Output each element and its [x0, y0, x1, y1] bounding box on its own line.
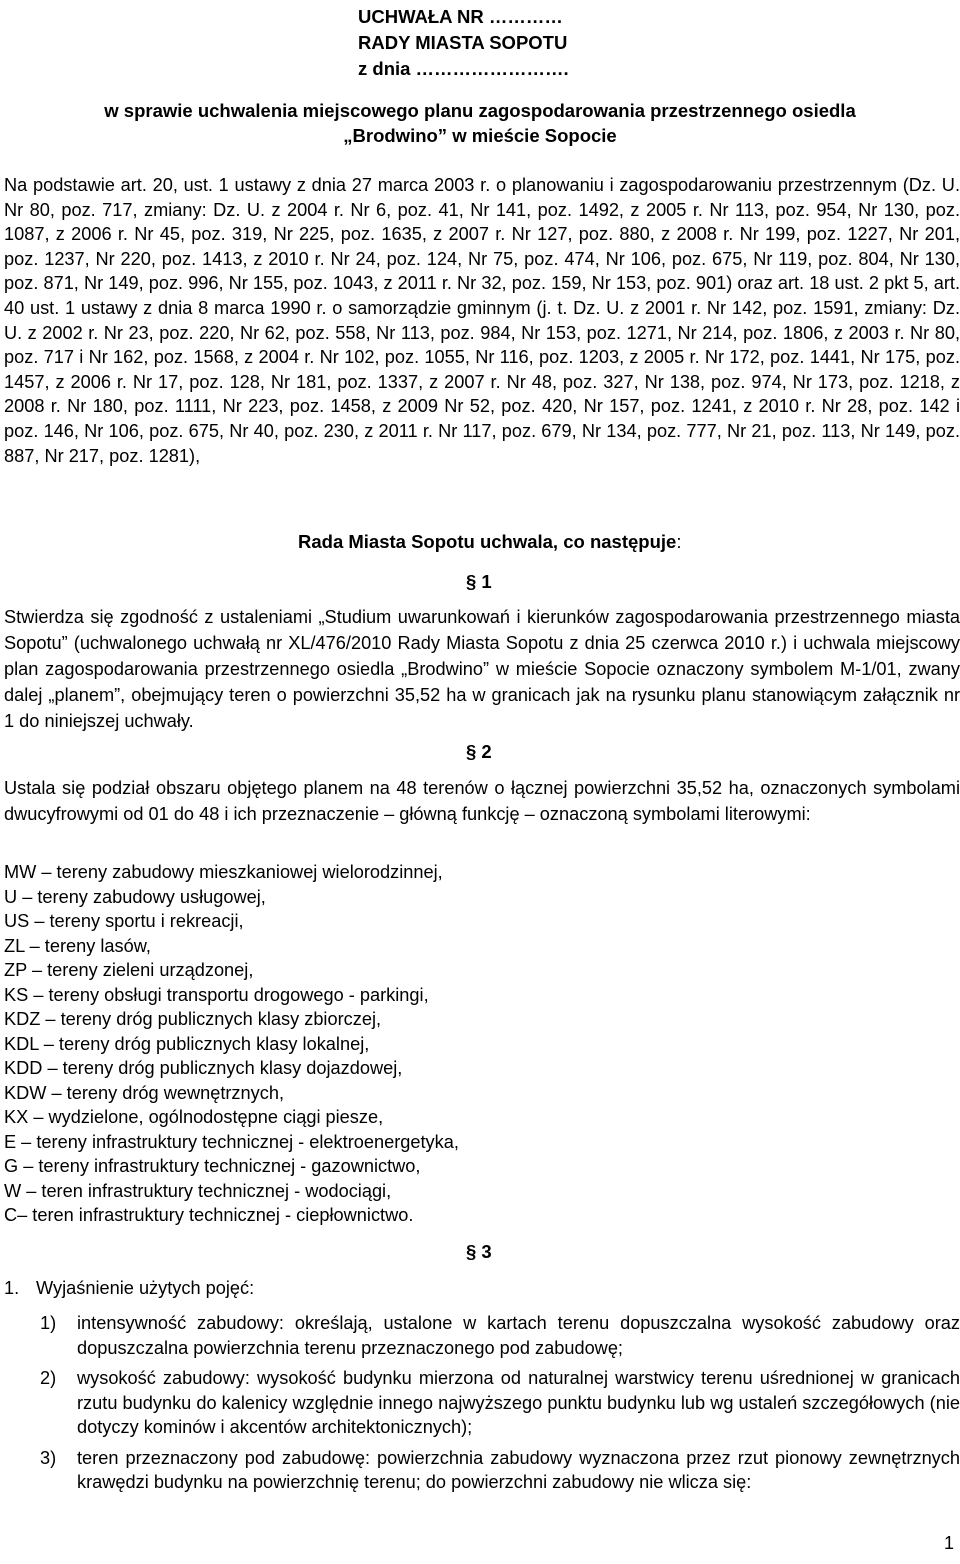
list-item: U – tereny zabudowy usługowej,	[4, 886, 266, 907]
section-2-mark: § 2	[466, 741, 492, 762]
list-item: KS – tereny obsługi transportu drogowego - parkingi,	[4, 984, 429, 1005]
list-item: KDL – tereny dróg publicznych klasy lokalnej,	[4, 1033, 370, 1054]
list-item: KDD – tereny dróg publicznych klasy dojazdowej,	[4, 1058, 403, 1078]
section-1-text: Stwierdza się zgodność z ustaleniami „Studium uwarunkowań i kierunków zagospodarowania przestrzennego miasta Sopotu” (uchwalonego uchwałą nr XL/476/2010 Rady Miasta Sopotu z dnia 25 czerwca 2010 r.) i uchwala miejscowy plan zagospodarowania przestrzennego osiedla „Brodwino” w mieście Sopocie oznaczony symbolem M-1/01, zwany dalej „planem”, obejmujący teren o powierzchni 35,52 ha w granicach jak na rysunku planu stanowiącym załącznik nr 1 do niniejszej uchwały.	[4, 607, 960, 731]
list-item: C– teren infrastruktury technicznej - ciepłownictwo.	[4, 1205, 414, 1225]
definition-item	[40, 1446, 960, 1495]
resolution-subject	[0, 98, 960, 148]
section-1-mark: § 1	[466, 571, 492, 592]
list-item: ZP – tereny zieleni urządzonej,	[4, 960, 254, 980]
subject-line-1: w sprawie uchwalenia miejscowego planu zagospodarowania przestrzennego osiedla	[104, 100, 856, 121]
list-item: US – tereny sportu i rekreacji,	[4, 911, 244, 931]
definitions-heading-number: 1.	[4, 1278, 20, 1298]
list-item: KX – wydzielone, ogólnodostępne ciągi piesze,	[4, 1107, 384, 1127]
land-use-symbols-list	[4, 860, 459, 1228]
definition-text: intensywność zabudowy: określają, ustalone w kartach terenu dopuszczalna wysokość zabudowy oraz dopuszczalna powierzchnia terenu przeznaczonego pod zabudowę;	[77, 1313, 960, 1358]
list-item: E – tereny infrastruktury technicznej - elektroenergetyka,	[4, 1131, 459, 1152]
definition-text: teren przeznaczony pod zabudowę: powierzchnia zabudowy wyznaczona przez rzut pionowy zewnętrznych krawędzi budynku na powierzchnię terenu; do powierzchni zabudowy nie wlicza się:	[77, 1447, 960, 1492]
definitions-list	[40, 1311, 960, 1501]
list-item: MW – tereny zabudowy mieszkaniowej wielorodzinnej,	[4, 862, 443, 882]
resolution-number: UCHWAŁA NR …………	[358, 6, 563, 27]
list-item: W – teren infrastruktury technicznej - wodociągi,	[4, 1180, 392, 1201]
resolution-date: z dnia …………………….	[358, 58, 569, 79]
list-item: G – tereny infrastruktury technicznej - gazownictwo,	[4, 1156, 421, 1176]
council-name: RADY MIASTA SOPOTU	[358, 32, 568, 53]
section-2-text: Ustala się podział obszaru objętego planem na 48 terenów o łącznej powierzchni 35,52 ha, oznaczonych symbolami dwucyfrowymi od 01 do 48 i ich przeznaczenie – główną funkcję – oznaczoną symbolami literowymi:	[4, 778, 960, 824]
definition-text: wysokość zabudowy: wysokość budynku mierzona od naturalnej warstwicy terenu uśrednionej w granicach rzutu budynku do kalenicy względnie innego najwyższego punktu budynku lub wg ustaleń szczegółowych (nie dotyczy kominów i akcentów architektonicznych);	[77, 1368, 960, 1437]
definitions-heading	[4, 1278, 254, 1299]
list-item: KDW – tereny dróg wewnętrznych,	[4, 1082, 284, 1103]
list-item: KDZ – tereny dróg publicznych klasy zbiorczej,	[4, 1009, 382, 1029]
list-item: ZL – tereny lasów,	[4, 935, 151, 956]
definitions-heading-text: Wyjaśnienie użytych pojęć:	[36, 1278, 255, 1298]
council-resolves-text: Rada Miasta Sopotu uchwala, co następuje	[298, 531, 677, 552]
definition-number: 3)	[40, 1447, 57, 1468]
definition-number: 1)	[40, 1313, 57, 1333]
council-resolves-heading	[298, 531, 681, 553]
page-number: 1	[944, 1533, 955, 1553]
section-3-mark: § 3	[466, 1241, 492, 1262]
definition-item	[40, 1366, 960, 1440]
legal-basis-paragraph: Na podstawie art. 20, ust. 1 ustawy z dnia 27 marca 2003 r. o planowaniu i zagospodarowaniu przestrzennym (Dz. U. Nr 80, poz. 717, zmiany: Dz. U. z 2004 r. Nr 6, poz. 41, Nr 141, poz. 1492, z 2005 r. Nr 113, poz. 954, Nr 130, poz. 1087, z 2006 r. Nr 45, poz. 319, Nr 225, poz. 1635, z 2007 r. Nr 127, poz. 880, z 2008 r. Nr 199, poz. 1227, Nr 201, poz. 1237, Nr 220, poz. 1413, z 2010 r. Nr 24, poz. 124, Nr 75, poz. 474, Nr 106, poz. 675, Nr 119, poz. 804, Nr 130, poz. 871, Nr 149, poz. 996, Nr 155, poz. 1043, z 2011 r. Nr 32, poz. 159, Nr 153, poz. 901) oraz art. 18 ust. 2 pkt 5, art. 40 ust. 1 ustawy z dnia 8 marca 1990 r. o samorządzie gminnym (j. t. Dz. U. z 2001 r. Nr 142, poz. 1591, zmiany: Dz. U. z 2002 r. Nr 23, poz. 220, Nr 62, poz. 558, Nr 113, poz. 984, Nr 153, poz. 1271, Nr 214, poz. 1806, z 2003 r. Nr 80, poz. 717 i Nr 162, poz. 1568, z 2004 r. Nr 102, poz. 1055, Nr 116, poz. 1203, z 2005 r. Nr 172, poz. 1441, Nr 175, poz. 1457, z 2006 r. Nr 17, poz. 128, Nr 181, poz. 1337, z 2007 r. Nr 48, poz. 327, Nr 138, poz. 974, Nr 173, poz. 1218, z 2008 r. Nr 180, poz. 1111, Nr 223, poz. 1458, z 2009 Nr 52, poz. 420, Nr 157, poz. 1241, z 2010 r. Nr 28, poz. 142 i poz. 146, Nr 106, poz. 675, Nr 40, poz. 230, z 2011 r. Nr 117, poz. 679, Nr 134, poz. 777, Nr 21, poz. 113, Nr 149, poz. 887, Nr 217, poz. 1281),	[4, 175, 960, 466]
council-resolves-colon: :	[676, 531, 682, 552]
definition-number: 2)	[40, 1368, 57, 1388]
definition-item	[40, 1311, 960, 1360]
subject-line-2: „Brodwino” w mieście Sopocie	[343, 125, 617, 146]
